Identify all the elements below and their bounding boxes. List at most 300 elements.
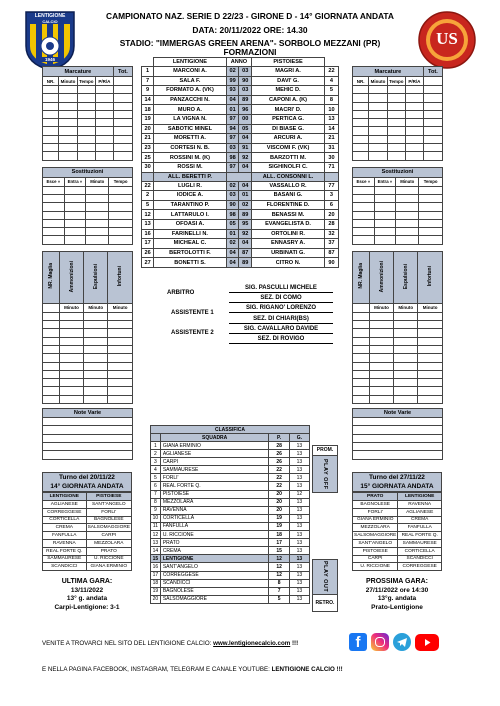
home-player-name: MURO A. (154, 105, 227, 115)
lineup.bench-row (142, 239, 339, 249)
sub-entry-row[interactable] (353, 203, 443, 211)
standings-row (151, 482, 310, 490)
standings-games: 13 (289, 522, 309, 530)
youtube-icon[interactable] (415, 634, 439, 651)
home-player-name: ROSSI M. (154, 162, 227, 172)
left-note-title: Note Varie (43, 409, 133, 418)
score-entry-row[interactable] (43, 144, 133, 152)
note-entry-row[interactable] (43, 434, 133, 442)
discipline-entry-row[interactable] (353, 337, 443, 345)
home-player-name: LATTARULO I. (154, 210, 227, 220)
home-player-name: FARINELLI N. (154, 229, 227, 239)
home-shirt-number: 12 (142, 210, 154, 220)
left-nr-maglia-label: NR. Maglia (47, 263, 54, 290)
round-match-row (43, 501, 132, 509)
standings-games: 13 (289, 450, 309, 458)
arbitro-label: ARBITRO (167, 290, 195, 296)
discipline-entry-row[interactable] (353, 370, 443, 378)
round-home-team: CORREGGESE (43, 508, 87, 516)
lineup.bench-row (142, 191, 339, 201)
round-match-row (353, 547, 442, 555)
lineup-table (141, 57, 339, 268)
left-marcature-title: Marcature (43, 67, 114, 77)
discipline-entry-row[interactable] (353, 379, 443, 387)
lineup.bench-row (142, 258, 339, 268)
next-game-round: 13°g. andata (377, 595, 417, 602)
standings-pos: 18 (151, 579, 161, 587)
home-player-year: 02 (226, 181, 239, 191)
score-entry-row[interactable] (353, 102, 443, 110)
standings-row (151, 539, 310, 547)
standings-row (151, 458, 310, 466)
round-left-col-away: PISTOIESE (86, 493, 131, 501)
away-shirt-number: 4 (324, 76, 338, 86)
round-away-team: GIANA ERMINIO (86, 563, 131, 571)
standings-points: 26 (269, 450, 289, 458)
standings-row (151, 522, 310, 530)
left-infortuni-label: Infortuni (117, 266, 124, 287)
standings-games: 13 (289, 547, 309, 555)
note-entry-row[interactable] (353, 418, 443, 426)
away-shirt-number: 6 (324, 200, 338, 210)
standings-col-g: G. (289, 434, 309, 442)
away-player-name: ARCURI A. (252, 134, 325, 144)
lineup.starters-row (142, 76, 339, 86)
home-player-year: 97 (226, 162, 239, 172)
next-game-match: Prato-Lentigione (371, 603, 423, 611)
round-away-team: U. RICCIONE (86, 555, 131, 563)
standings-pos: 12 (151, 531, 161, 539)
right-sost-tempo-label: Tempo (419, 177, 443, 186)
lineup.bench-row (142, 229, 339, 239)
header-championship: CAMPIONATO NAZ. SERIE D 22/23 - GIRONE D - 14° GIORNATA ANDATA (106, 11, 394, 21)
home-player-name: BONETTI S. (154, 258, 227, 268)
round-away-team: SANT'ANGELO (86, 501, 131, 509)
standings-points: 17 (269, 539, 289, 547)
discipline-entry-row[interactable] (353, 354, 443, 362)
home-player-name: PANZACCHI N. (154, 95, 227, 105)
round-home-team: FORLI' (353, 508, 398, 516)
standings-pos: 7 (151, 490, 161, 498)
left-tempo-label: Tempo (79, 78, 94, 84)
discipline-entry-row[interactable] (43, 387, 133, 395)
home-team-header: LENTIGIONE (154, 58, 227, 67)
sub-entry-row[interactable] (43, 203, 133, 211)
right-note-title: Note Varie (353, 409, 443, 418)
playout-zone (312, 559, 338, 595)
away-player-year: 01 (239, 191, 252, 201)
standings-games: 13 (289, 539, 309, 547)
social-icons (349, 632, 444, 652)
standings-points: 12 (269, 571, 289, 579)
home-player-year: 02 (226, 239, 239, 249)
home-player-name: SALA F. (154, 76, 227, 86)
home-player-year: 90 (226, 200, 239, 210)
sub-entry-row[interactable] (353, 186, 443, 194)
standings-pos: 11 (151, 522, 161, 530)
score-entry-row[interactable] (43, 86, 133, 94)
playoff-label: PLAY OFF (322, 458, 328, 490)
lineup.starters-row (142, 124, 339, 134)
home-shirt-number: 18 (142, 105, 154, 115)
round-left-title (42, 472, 132, 492)
round-match-row (353, 501, 442, 509)
instagram-icon[interactable] (371, 633, 389, 651)
home-shirt-number: 9 (142, 86, 154, 96)
score-entry-row[interactable] (43, 102, 133, 110)
round-match-row (353, 516, 442, 524)
sub-entry-row[interactable] (353, 219, 443, 227)
standings-points: 20 (269, 506, 289, 514)
away-player-year: 92 (239, 229, 252, 239)
lineup.starters-row (142, 67, 339, 77)
left-note-table (42, 408, 133, 459)
note-entry-row[interactable] (43, 418, 133, 426)
away-player-year: 89 (239, 95, 252, 105)
home-player-year: 03 (226, 191, 239, 201)
round-left-col-home: LENTIGIONE (43, 493, 87, 501)
round-home-team: SALSOMAGGIORE (354, 533, 397, 539)
score-entry-row[interactable] (353, 86, 443, 94)
score-entry-row[interactable] (353, 152, 443, 160)
standings-games: 13 (289, 555, 309, 563)
away-player-year: 02 (239, 200, 252, 210)
away-team-header: PISTOIESE (252, 58, 325, 67)
discipline-entry-row[interactable] (43, 362, 133, 370)
lineup.bench-row (142, 210, 339, 220)
away-player-name: DI BIASE G. (252, 124, 325, 134)
score-entry-row[interactable] (353, 119, 443, 127)
home-player-year: 01 (226, 105, 239, 115)
standings-team: CORREGGESE (160, 571, 269, 579)
left-esce-label: Esce » (43, 177, 65, 186)
away-player-name: DAVI' G. (252, 76, 325, 86)
home-shirt-number: 5 (142, 200, 154, 210)
away-player-year: 90 (239, 76, 252, 86)
round-right-title (352, 472, 442, 492)
round-away-team: PRATO (86, 547, 131, 555)
home-shirt-number: 16 (142, 229, 154, 239)
discipline-entry-row[interactable] (353, 395, 443, 403)
round-away-team: CREMA (398, 516, 442, 524)
standings-row (151, 506, 310, 514)
score-entry-row[interactable] (43, 135, 133, 143)
home-player-year: 99 (226, 76, 239, 86)
sub-entry-row[interactable] (43, 219, 133, 227)
note-entry-row[interactable] (353, 442, 443, 450)
score-entry-row[interactable] (353, 127, 443, 135)
standings-pos: 15 (151, 555, 161, 563)
away-logo-letters: US (436, 29, 458, 48)
header-stadium: STADIO: "IMMERGAS GREEN ARENA"- SORBOLO MEZZANI (PR) (119, 38, 381, 48)
standings-row (151, 587, 310, 595)
right-nr-maglia-label: NR. Maglia (357, 263, 364, 290)
note-entry-row[interactable] (353, 434, 443, 442)
standings-games: 13 (289, 531, 309, 539)
round-match-row (353, 563, 442, 571)
away-player-name: ORTOLINI R. (252, 229, 325, 239)
home-player-year: 03 (226, 143, 239, 153)
away-shirt-number: 87 (324, 248, 338, 258)
ass1-sez: SEZ. DI CHIARI(BS) (229, 316, 333, 324)
lineup.starters-row (142, 162, 339, 172)
round-away-team: SAMMAURESE (398, 539, 442, 547)
round-match-row (43, 555, 132, 563)
standings-pos: 19 (151, 587, 161, 595)
standings-games: 13 (289, 474, 309, 482)
away-player-name: MACRI' D. (252, 105, 325, 115)
right-sost-minuto-label: Minuto (396, 177, 419, 186)
home-player-year: 02 (226, 67, 239, 77)
discipline-entry-row[interactable] (43, 321, 133, 329)
last-game-result: Carpi-Lentigione: 3-1 (54, 603, 120, 611)
away-player-year: 05 (239, 124, 252, 134)
discipline-entry-row[interactable] (353, 362, 443, 370)
round-match-row (43, 508, 132, 516)
discipline-entry-row[interactable] (43, 345, 133, 353)
left-sostituzioni-title: Sostituzioni (43, 167, 133, 177)
standings-team: CREMA (160, 547, 269, 555)
left-disc-minuto-1: Minuto (59, 303, 84, 312)
standings-team: CORTICELLA (160, 514, 269, 522)
score-entry-row[interactable] (353, 110, 443, 118)
ass1-label: ASSISTENTE 1 (171, 310, 214, 316)
round-away-team: BAGNOLESE (86, 516, 131, 524)
lineup.starters-row (142, 143, 339, 153)
standings-pos: 10 (151, 514, 161, 522)
score-entry-row[interactable] (43, 119, 133, 127)
home-shirt-number: 25 (142, 153, 154, 163)
home-logo (22, 8, 78, 72)
round-away-team: REAL FORTE Q. (398, 532, 442, 540)
home-shirt-number: 27 (142, 258, 154, 268)
score-entry-row[interactable] (353, 144, 443, 152)
round-home-team: GIANA ERMINIO (353, 516, 398, 524)
round-match-row (353, 532, 442, 540)
right-disc-minuto-2: Minuto (394, 303, 418, 312)
score-entry-row[interactable] (43, 110, 133, 118)
score-entry-row[interactable] (43, 127, 133, 135)
discipline-entry-row[interactable] (353, 387, 443, 395)
note-entry-row[interactable] (43, 426, 133, 434)
home-player-year: 94 (226, 124, 239, 134)
discipline-entry-row[interactable] (43, 312, 133, 320)
standings-row (151, 579, 310, 587)
round-away-team: CORTICELLA (398, 547, 442, 555)
sub-entry-row[interactable] (43, 186, 133, 194)
discipline-entry-row[interactable] (353, 329, 443, 337)
discipline-entry-row[interactable] (353, 321, 443, 329)
standings-team: FANFULLA (160, 522, 269, 530)
right-espulsioni-label: Espulsioni (402, 263, 409, 289)
discipline-entry-row[interactable] (43, 379, 133, 387)
round-away-team: SALSOMAGGIORE (87, 525, 130, 531)
round-right-col-away: LENTIGIONE (398, 493, 442, 501)
standings-points: 20 (269, 490, 289, 498)
away-player-year: 89 (239, 210, 252, 220)
away-player-name: FLORENTINE D. (252, 200, 325, 210)
right-sostituzioni-title: Sostituzioni (353, 167, 443, 177)
discipline-entry-row[interactable] (43, 329, 133, 337)
sub-entry-row[interactable] (353, 236, 443, 244)
away-shirt-number: 77 (324, 181, 338, 191)
standings-points: 7 (269, 587, 289, 595)
next-game-date: 27/11/2022 ore 14:30 (365, 586, 429, 594)
standings-points: 19 (269, 514, 289, 522)
away-shirt-number: 90 (324, 258, 338, 268)
discipline-entry-row[interactable] (43, 354, 133, 362)
score-entry-row[interactable] (353, 94, 443, 102)
note-entry-row[interactable] (43, 442, 133, 450)
round-home-team: REAL FORTE Q. (43, 547, 87, 555)
discipline-entry-row[interactable] (353, 312, 443, 320)
standings-points: 19 (269, 522, 289, 530)
telegram-icon[interactable] (393, 633, 411, 651)
standings-row (151, 531, 310, 539)
standings-table (150, 425, 310, 604)
standings-row (151, 490, 310, 498)
standings-team: CARPI (160, 458, 269, 466)
round-match-row (353, 539, 442, 547)
score-entry-row[interactable] (43, 94, 133, 102)
standings-team: PRATO (160, 539, 269, 547)
standings-games: 13 (289, 442, 309, 450)
discipline-entry-row[interactable] (43, 395, 133, 403)
away-player-name: BARZOTTI M. (252, 153, 325, 163)
lineup.bench-row (142, 181, 339, 191)
away-player-year: 95 (239, 219, 252, 229)
standings-col-p: P. (269, 434, 289, 442)
away-shirt-number: 20 (324, 210, 338, 220)
round-match-row (43, 547, 132, 555)
facebook-icon[interactable]: f (349, 633, 367, 651)
round-right-title2: 15° GIORNATA ANDATA (360, 483, 434, 490)
round-home-team: PISTOIESE (353, 547, 398, 555)
prom-label: PROM. (312, 445, 338, 456)
standings-row (151, 498, 310, 506)
standings-points: 26 (269, 458, 289, 466)
sub-entry-row[interactable] (43, 236, 133, 244)
home-player-year: 97 (226, 134, 239, 144)
away-coach: ALL. CONSONNI L. (252, 172, 325, 181)
round-match-row (43, 563, 132, 571)
standings-points: 5 (269, 595, 289, 603)
note-entry-row[interactable] (43, 451, 133, 459)
score-entry-row[interactable] (43, 152, 133, 160)
sub-entry-row[interactable] (353, 228, 443, 236)
standings-pos: 16 (151, 563, 161, 571)
left-pra-label: P/R/A (95, 77, 113, 86)
standings-pos: 14 (151, 547, 161, 555)
standings-row (151, 595, 310, 603)
standings-panel (150, 425, 337, 604)
away-shirt-number: 28 (324, 219, 338, 229)
home-player-name: SABOTIC MINEL (154, 124, 227, 134)
round-match-row (43, 516, 132, 524)
home-shirt-number: 23 (142, 143, 154, 153)
playoff-zone (312, 455, 338, 493)
last-game-round: 13° g. andata (66, 595, 108, 602)
note-entry-row[interactable] (353, 426, 443, 434)
away-shirt-number: 37 (324, 239, 338, 249)
lineup.starters-row (142, 134, 339, 144)
round-match-row (353, 555, 442, 563)
round-away-team: CARPI (86, 532, 131, 540)
arbitro-sez: SEZ. DI COMO (229, 295, 333, 303)
round-left-panel (42, 472, 132, 571)
home-shirt-number: 30 (142, 162, 154, 172)
note-entry-row[interactable] (353, 451, 443, 459)
last-game-block (42, 578, 132, 612)
standings-games: 13 (289, 563, 309, 571)
away-player-year: 04 (239, 134, 252, 144)
right-side-panel (352, 66, 443, 460)
footer-line2 (42, 666, 462, 673)
right-disc-minuto-3: Minuto (418, 303, 443, 312)
sub-entry-row[interactable] (43, 194, 133, 202)
standings-row (151, 571, 310, 579)
website-link[interactable]: www.lentigionecalcio.com (213, 640, 291, 647)
standings-row (151, 474, 310, 482)
discipline-entry-row[interactable] (43, 370, 133, 378)
next-game-title: PROSSIMA GARA: (366, 578, 428, 585)
standings-team: FORLI' (160, 474, 269, 482)
round-right-col-home: PRATO (353, 493, 398, 501)
left-marcature-table (42, 66, 133, 161)
sub-entry-row[interactable] (43, 211, 133, 219)
right-nr-label: NR. (353, 77, 369, 86)
sub-entry-row[interactable] (43, 228, 133, 236)
standings-points: 12 (269, 555, 289, 563)
lineup.starters-row (142, 153, 339, 163)
away-shirt-number: 31 (324, 143, 338, 153)
round-away-team: RAVENNA (398, 501, 442, 509)
round-right-table (352, 492, 442, 571)
left-disciplina-table (42, 251, 133, 404)
standings-games: 13 (289, 514, 309, 522)
round-match-row (353, 524, 442, 532)
round-match-row (43, 539, 132, 547)
home-player-name: ROSSINI M. (K) (154, 153, 227, 163)
standings-games: 13 (289, 595, 309, 603)
round-home-team: SAMMAURESE (43, 555, 87, 563)
standings-points: 22 (269, 474, 289, 482)
left-tot-label: Tot. (113, 67, 132, 77)
home-player-year: 05 (226, 219, 239, 229)
round-away-team: SCANDICCI (398, 555, 442, 563)
sub-entry-row[interactable] (353, 211, 443, 219)
home-shirt-number: 26 (142, 248, 154, 258)
sub-entry-row[interactable] (353, 194, 443, 202)
discipline-entry-row[interactable] (43, 337, 133, 345)
away-shirt-number: 71 (324, 162, 338, 172)
left-side-panel (42, 66, 133, 460)
header-formazioni: FORMAZIONI (223, 47, 277, 57)
ass2-sez: SEZ. DI ROVIGO (229, 336, 333, 344)
right-minuto-label: Minuto (370, 78, 386, 84)
score-entry-row[interactable] (353, 135, 443, 143)
away-player-year: 04 (239, 239, 252, 249)
discipline-entry-row[interactable] (353, 345, 443, 353)
home-player-name: MARCONI A. (154, 67, 227, 77)
standings-row (151, 547, 310, 555)
round-away-team: MEZZOLARA (86, 539, 131, 547)
away-shirt-number: 10 (324, 105, 338, 115)
ass2-name: SIG. CAVALLARO DAVIDE (229, 326, 333, 334)
standings-pos: 4 (151, 466, 161, 474)
home-shirt-number: 14 (142, 95, 154, 105)
home-player-name: FORMATO A. (VK) (154, 86, 227, 96)
